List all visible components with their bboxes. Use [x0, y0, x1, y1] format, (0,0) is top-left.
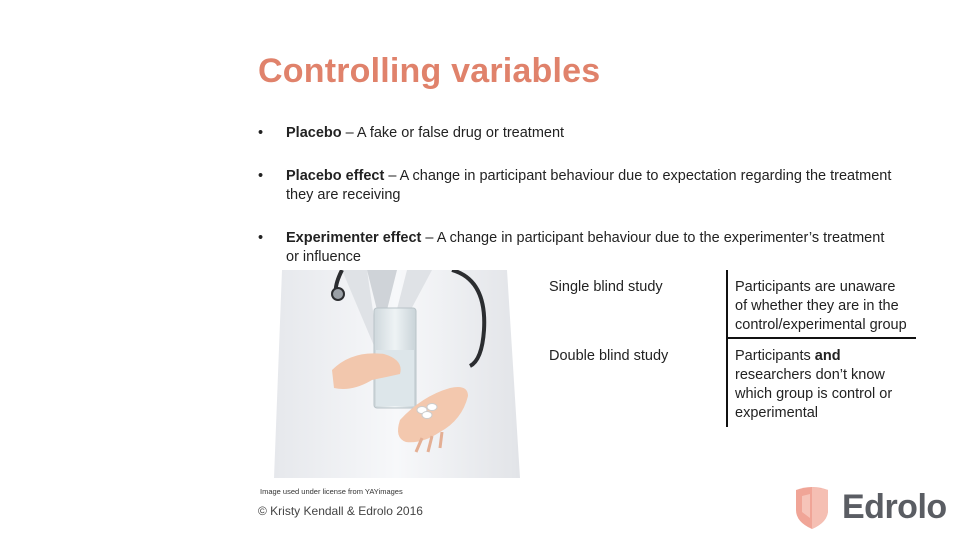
shield-icon	[794, 484, 830, 530]
row-description	[728, 339, 916, 427]
table-row	[540, 270, 916, 339]
row-label: Double blind study	[540, 339, 728, 427]
list-item	[258, 124, 898, 143]
bullet-icon: •	[258, 230, 264, 246]
bullet-icon: •	[258, 125, 264, 141]
definition-text: – A fake or false drug or treatment	[341, 125, 565, 141]
definition-text: – A change in participant behaviour due to expectation regarding the treatment they are receiving	[286, 168, 892, 203]
doctor-photo	[272, 270, 522, 478]
copyright-notice: © Kristy Kendall & Edrolo 2016	[258, 504, 423, 518]
row-description: Participants are unaware of whether they are in the control/experimental group	[728, 270, 916, 339]
term-placebo: Placebo	[286, 125, 342, 141]
term-placebo-effect: Placebo effect	[286, 168, 385, 184]
desc-post: researchers don’t know which group is control or experimental	[735, 367, 893, 421]
row-label: Single blind study	[540, 270, 728, 339]
image-credit: Image used under license from YAYimages	[260, 487, 403, 496]
blind-study-table	[540, 270, 916, 427]
list-item	[258, 167, 898, 205]
doctor-with-pills-illustration	[272, 270, 522, 478]
page-title: Controlling variables	[258, 52, 601, 90]
edrolo-logo	[794, 484, 947, 530]
definition-list	[258, 124, 898, 291]
definition-text: – A change in participant behaviour due to the experimenter’s treatment or influence	[286, 230, 885, 265]
logo-wordmark: Edrolo	[842, 487, 947, 526]
desc-bold: and	[814, 348, 841, 364]
list-item	[258, 229, 898, 267]
bullet-icon: •	[258, 168, 264, 184]
table-row	[540, 339, 916, 427]
desc-pre: Participants	[735, 348, 815, 364]
term-experimenter-effect: Experimenter effect	[286, 230, 422, 246]
